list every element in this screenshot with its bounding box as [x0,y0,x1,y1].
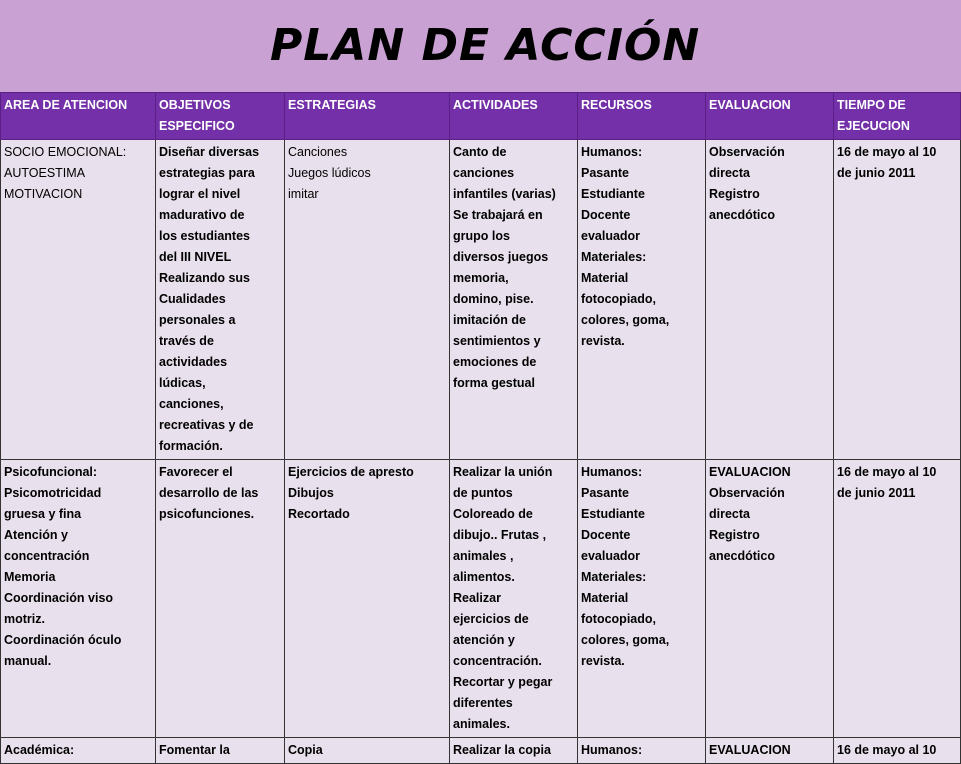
cell-line: memoria, [453,271,509,285]
table-row [1,140,961,460]
table-row [1,460,961,738]
cell-line: Fomentar la [159,743,230,757]
header-recursos: RECURSOS [578,93,706,140]
cell-line: Materiales: [581,250,647,264]
cell-estrategias [285,140,450,460]
cell-line: Docente [581,528,631,542]
cell-line: Material [581,591,629,605]
cell-line: animales. [453,717,510,731]
cell-line: EVALUACION [709,465,791,479]
cell-line: de puntos [453,486,513,500]
cell-objetivos [156,460,285,738]
cell-line: MOTIVACION [4,187,83,201]
cell-line: través de [159,334,214,348]
cell-line: Juegos lúdicos [288,166,371,180]
cell-line: Memoria [4,570,56,584]
cell-line: motriz. [4,612,45,626]
cell-recursos [578,460,706,738]
cell-line: madurativo de [159,208,245,222]
cell-recursos [578,140,706,460]
cell-line: revista. [581,654,625,668]
cell-line: emociones de [453,355,537,369]
cell-line: Psicofuncional: [4,465,98,479]
cell-line: animales , [453,549,514,563]
cell-line: Ejercicios de apresto [288,465,414,479]
cell-line: imitación de [453,313,526,327]
cell-line: 16 de mayo al 10 [837,465,937,479]
cell-line: Académica: [4,743,75,757]
header-objetivos: OBJETIVOS ESPECIFICO [156,93,285,140]
cell-line: Canciones [288,145,348,159]
cell-line: colores, goma, [581,633,670,647]
cell-line: atención y [453,633,515,647]
cell-line: domino, pise. [453,292,534,306]
cell-line: recreativas y de [159,418,254,432]
cell-line: Realizando sus [159,271,250,285]
action-plan-sheet [0,92,960,757]
page-title: PLAN DE ACCIÓN [270,20,701,71]
cell-estrategias [285,460,450,738]
cell-line: gruesa y fina [4,507,82,521]
cell-line: lograr el nivel [159,187,241,201]
cell-line: SOCIO EMOCIONAL: [4,145,127,159]
cell-line: evaluador [581,549,641,563]
cell-area [1,738,156,764]
cell-line: diferentes [453,696,513,710]
cell-line: evaluador [581,229,641,243]
cell-line: Realizar [453,591,501,605]
cell-evaluacion [706,460,834,738]
cell-line: de junio 2011 [837,486,916,500]
cell-line: dibujo.. Frutas , [453,528,547,542]
cell-line: Coordinación viso [4,591,114,605]
cell-line: directa [709,507,750,521]
cell-line: canciones, [159,397,224,411]
cell-line: de junio 2011 [837,166,916,180]
cell-line: Estudiante [581,187,645,201]
cell-recursos [578,738,706,764]
cell-line: fotocopiado, [581,612,656,626]
cell-evaluacion [706,140,834,460]
cell-line: Realizar la unión [453,465,553,479]
cell-line: imitar [288,187,319,201]
cell-line: Docente [581,208,631,222]
cell-line: 16 de mayo al 10 [837,145,937,159]
cell-area [1,460,156,738]
cell-line: Observación [709,486,785,500]
cell-line: sentimientos y [453,334,541,348]
cell-line: colores, goma, [581,313,670,327]
cell-line: Atención y [4,528,68,542]
cell-line: diversos juegos [453,250,549,264]
cell-line: AUTOESTIMA [4,166,86,180]
cell-line: Realizar la copia [453,743,551,757]
cell-line: Coloreado de [453,507,533,521]
cell-line: Registro [709,528,760,542]
cell-line: fotocopiado, [581,292,656,306]
cell-actividades [450,460,578,738]
cell-line: Cualidades [159,292,226,306]
cell-line: grupo los [453,229,510,243]
cell-line: Registro [709,187,760,201]
cell-line: personales a [159,313,236,327]
cell-line: Se trabajará en [453,208,543,222]
cell-line: Pasante [581,166,629,180]
cell-line: actividades [159,355,228,369]
header-actividades: ACTIVIDADES [450,93,578,140]
cell-line: lúdicas, [159,376,206,390]
action-plan-table [0,92,961,764]
header-tiempo: TIEMPO DE EJECUCION [834,93,961,140]
cell-line: ejercicios de [453,612,529,626]
cell-line: Material [581,271,629,285]
table-row [1,738,961,764]
cell-line: Recortar y pegar [453,675,553,689]
cell-line: revista. [581,334,625,348]
cell-tiempo [834,460,961,738]
cell-line: Estudiante [581,507,645,521]
cell-line: Humanos: [581,145,643,159]
cell-line: Observación [709,145,785,159]
table-header-row [1,93,961,140]
cell-line: forma gestual [453,376,535,390]
cell-line: Humanos: [581,465,643,479]
header-estrategias: ESTRATEGIAS [285,93,450,140]
cell-estrategias [285,738,450,764]
cell-line: Canto de [453,145,507,159]
cell-line: 16 de mayo al 10 [837,743,937,757]
cell-line: EVALUACION [709,743,791,757]
cell-line: formación. [159,439,223,453]
cell-tiempo [834,738,961,764]
cell-evaluacion [706,738,834,764]
header-area: AREA DE ATENCION [1,93,156,140]
cell-area [1,140,156,460]
cell-tiempo [834,140,961,460]
cell-line: psicofunciones. [159,507,255,521]
cell-line: del III NIVEL [159,250,232,264]
cell-line: anecdótico [709,208,775,222]
cell-actividades [450,738,578,764]
cell-line: estrategias para [159,166,255,180]
cell-line: Materiales: [581,570,647,584]
cell-line: directa [709,166,750,180]
cell-line: Coordinación óculo [4,633,122,647]
cell-actividades [450,140,578,460]
header-evaluacion: EVALUACION [706,93,834,140]
cell-line: Diseñar diversas [159,145,260,159]
cell-line: concentración [4,549,90,563]
cell-line: Dibujos [288,486,334,500]
cell-line: manual. [4,654,52,668]
cell-line: canciones [453,166,515,180]
cell-line: desarrollo de las [159,486,259,500]
cell-line: Psicomotricidad [4,486,102,500]
cell-line: infantiles (varias) [453,187,556,201]
cell-line: Copia [288,743,323,757]
cell-line: anecdótico [709,549,775,563]
cell-line: alimentos. [453,570,515,584]
cell-line: Pasante [581,486,629,500]
cell-line: concentración. [453,654,542,668]
cell-objetivos [156,140,285,460]
cell-objetivos [156,738,285,764]
cell-line: Recortado [288,507,350,521]
cell-line: Favorecer el [159,465,233,479]
cell-line: Humanos: [581,743,643,757]
cell-line: los estudiantes [159,229,250,243]
